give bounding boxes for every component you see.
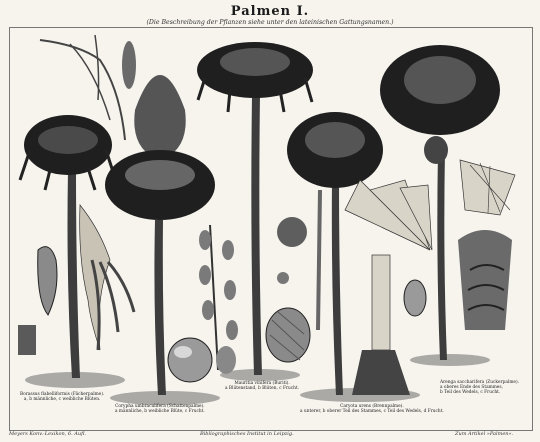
fruit-nut [168,338,212,382]
footer-left: Meyers Konv.-Lexikon, 6. Aufl. [9,431,87,437]
plate-title: Palmen I. [230,4,310,19]
caption-mauritia: Mauritia vinifera (Buriti). a Blütenstand, b Blüten, c Frucht. [225,381,300,392]
caption-corypha: Corypha umbraculifera (Schattenpalme). a männliche, b weibliche Blüte, c Frucht. [115,404,205,415]
footer-center: Bibliographisches Institut in Leipzig. [200,431,294,437]
footer-right: Zum Artikel »Palmen«. [455,431,514,437]
caption-arenga: Arenga saccharifera (Zuckerpalme). a oberes Ende des Stammes, b Teil des Wedels, c Frucht. [440,380,519,396]
fruit-round [266,217,310,362]
arenga-details [458,160,515,330]
ground-arenga [410,354,490,366]
caption-caryota: Caryota urens (Brennpalme). a unterer, b oberer Teil des Stammes, c Teil des Wedels, d Frucht. [300,404,444,415]
plate-subtitle: (Die Beschreibung der Pflanzen siehe unter den lateinischen Gattungsnamen.) [146,19,394,26]
caption-borassus: Borassus flabelliformis (Fächerpalme). a, b männliche, c weibliche Blüten. [20,392,105,403]
